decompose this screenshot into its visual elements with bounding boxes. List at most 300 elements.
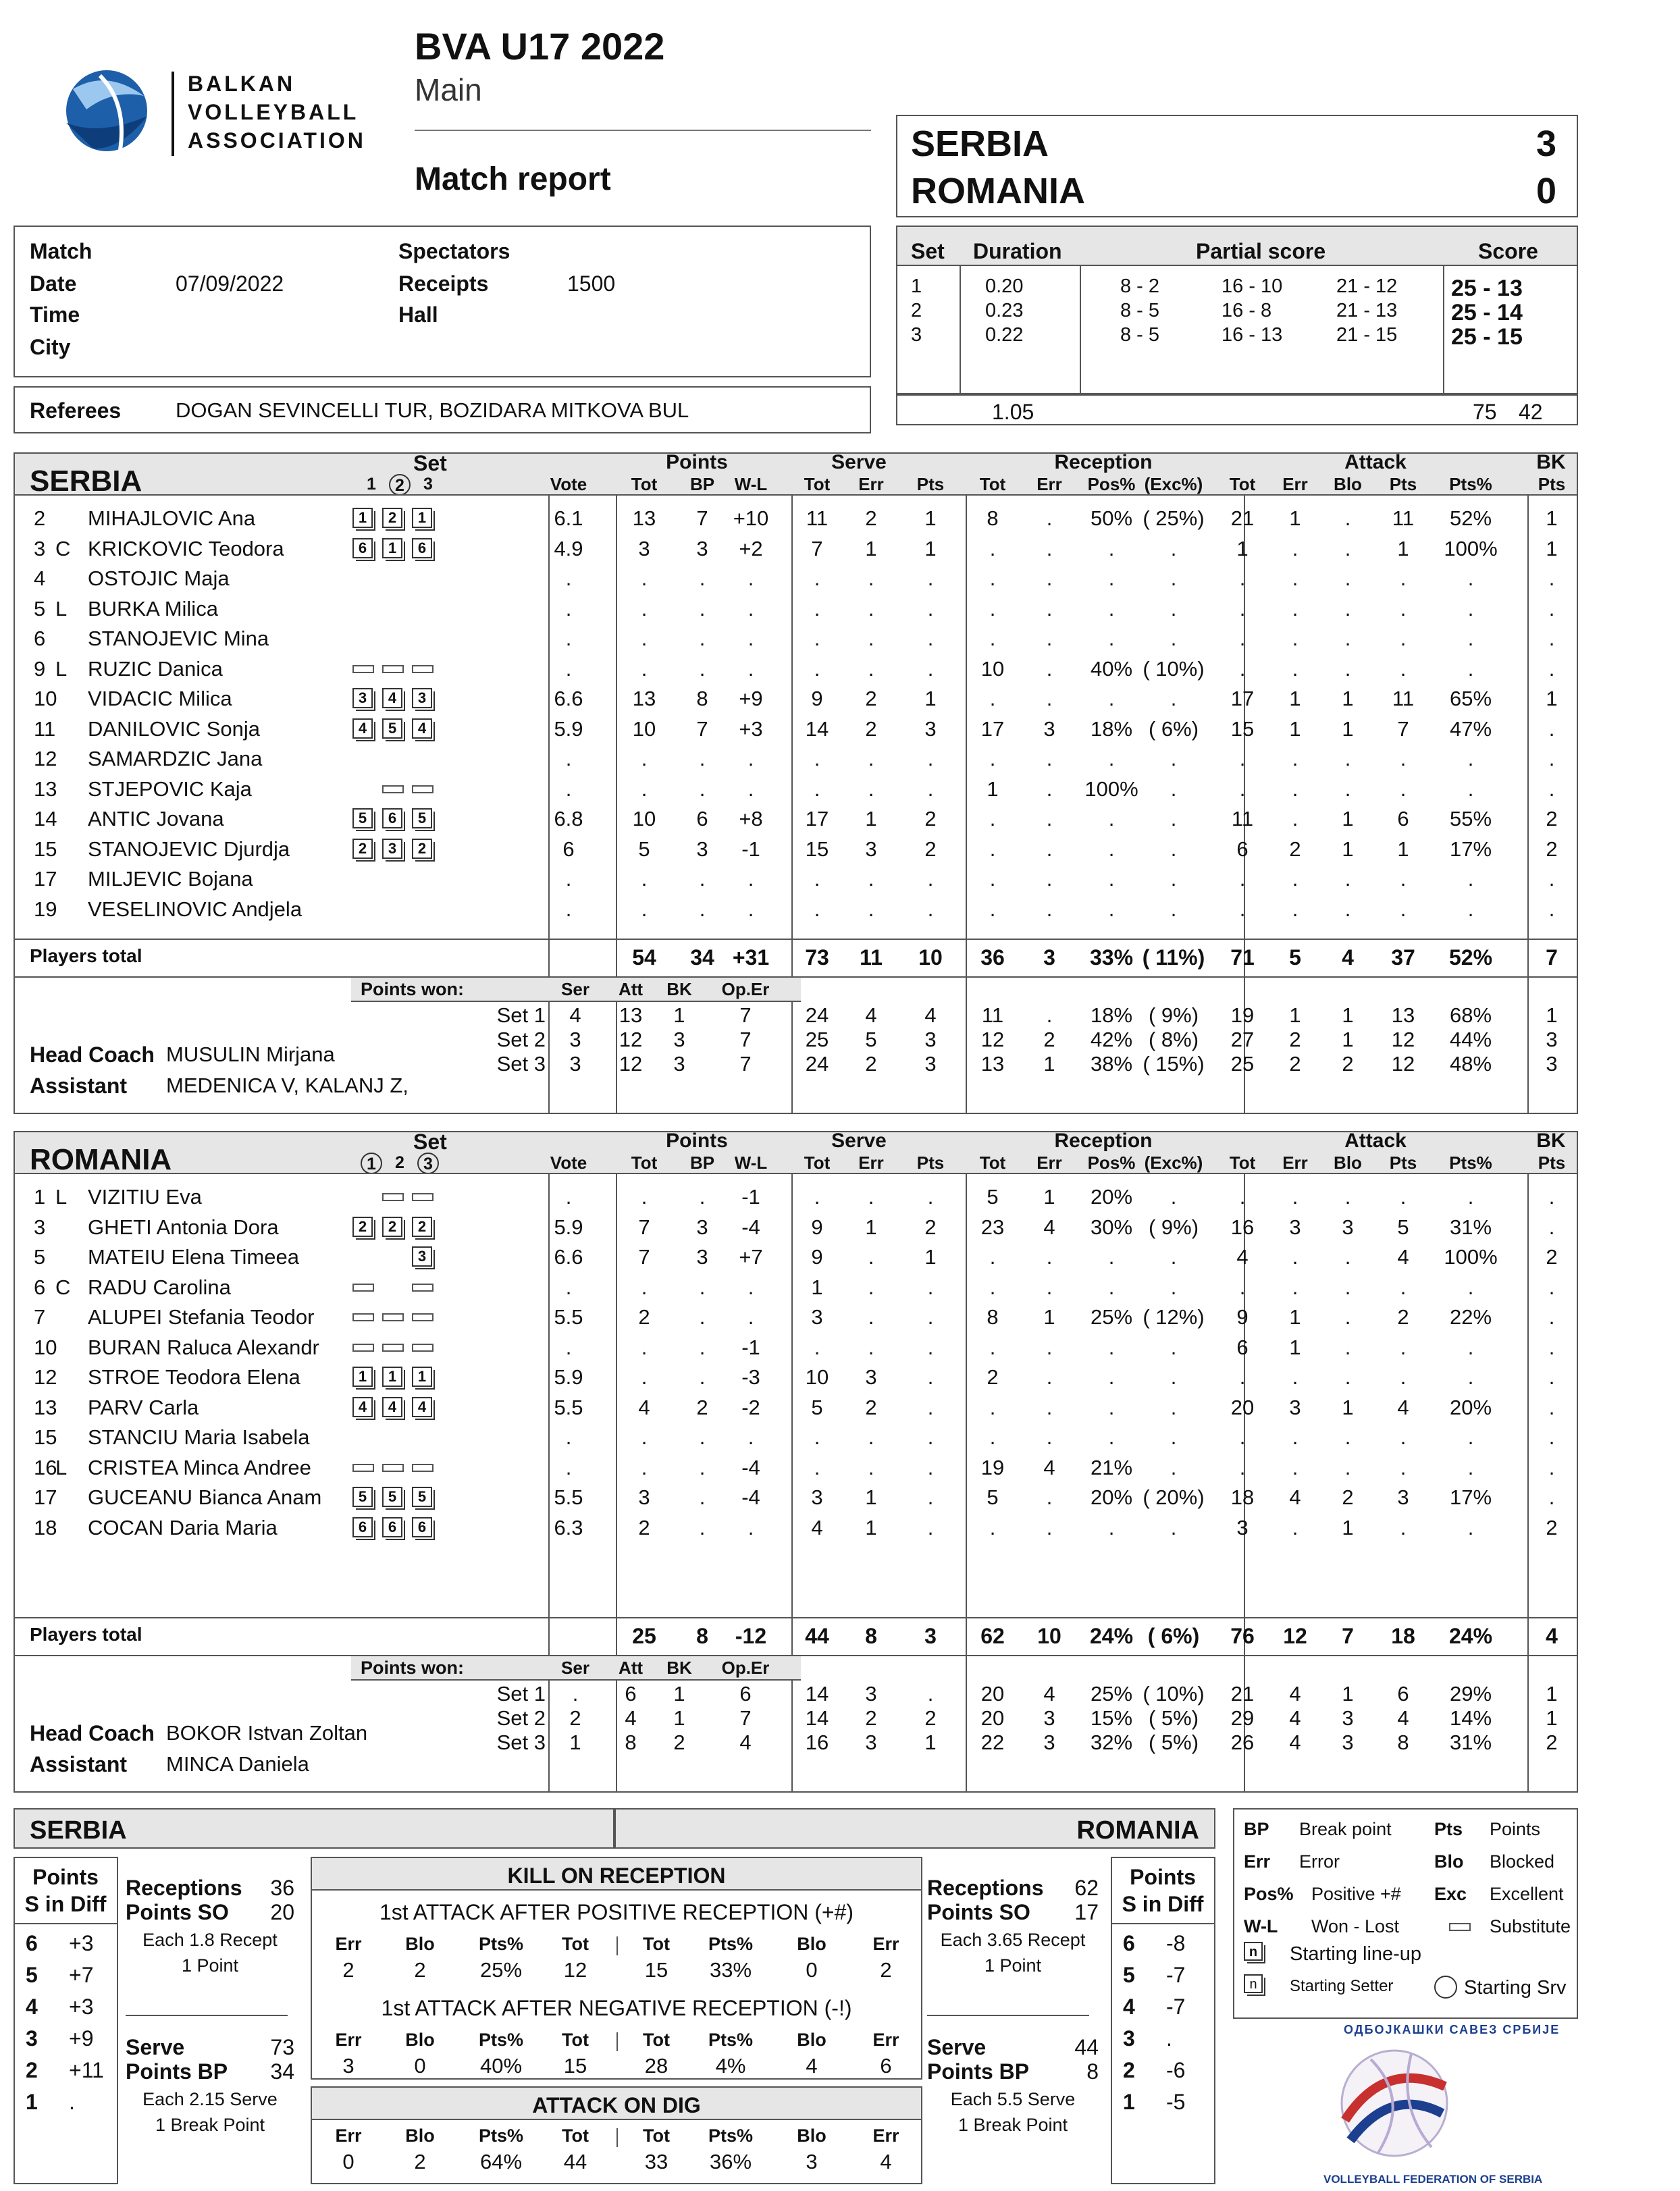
stat-cell: .	[565, 1455, 572, 1479]
head-coach-label: Head Coach	[30, 1042, 155, 1067]
substitute-icon	[412, 1344, 434, 1352]
stat-cell: .	[747, 627, 754, 650]
stat-cell: .	[1548, 1275, 1555, 1299]
stat-cell: .	[1344, 1455, 1351, 1479]
stat-cell: 4	[1043, 1215, 1055, 1239]
set-stat-cell: 2	[1289, 1028, 1301, 1051]
set-stat-cell: 12	[1391, 1028, 1415, 1051]
time-label: Time	[30, 302, 80, 327]
recept-ratio-unit: 1 Point	[181, 1955, 239, 1976]
streak-points: 5	[26, 1963, 38, 1987]
stat-cell: 7	[1397, 716, 1409, 741]
player-number: 11	[34, 716, 56, 741]
set-cell: 8 - 5	[1120, 300, 1160, 321]
kor-value: 3	[342, 2054, 355, 2078]
kor-header: Pts%	[478, 2126, 524, 2146]
federation-name-latin: VOLLEYBALL FEDERATION OF SERBIA	[1323, 2173, 1543, 2186]
player-number: 3	[34, 1215, 46, 1239]
player-number: 12	[34, 747, 57, 770]
streak-points: 2	[1123, 2058, 1135, 2082]
stat-cell: 50%	[1090, 506, 1133, 530]
total-points-away: 42	[1519, 400, 1543, 424]
stat-cell: 2	[1289, 837, 1301, 861]
kor-value: 33%	[709, 1958, 752, 1982]
player-number: 15	[34, 1425, 57, 1449]
stat-cell: 7	[811, 536, 823, 560]
group-header: Points	[666, 1130, 728, 1152]
stat-cell: 3	[696, 1245, 708, 1269]
sub-header: Err	[858, 1153, 884, 1173]
set-stat-cell: ( 15%)	[1143, 1052, 1205, 1076]
stat-cell: 17%	[1449, 837, 1492, 861]
stat-cell: .	[1548, 1215, 1555, 1239]
stat-cell: 2	[987, 1365, 999, 1389]
kor-header: Err	[335, 2126, 362, 2146]
stat-cell: .	[1548, 656, 1555, 681]
stat-cell: .	[927, 867, 934, 891]
sub-header: Pts	[1389, 1153, 1417, 1173]
stat-cell: .	[1548, 596, 1555, 621]
set-cell: 21 - 15	[1336, 324, 1398, 346]
bottom-home-name: SERBIA	[30, 1816, 127, 1845]
stat-cell: .	[1170, 807, 1177, 830]
stat-cell: 3	[1342, 1215, 1354, 1239]
date-value: 07/09/2022	[176, 271, 284, 296]
starting-position-box: 1	[382, 538, 402, 558]
set-stat-cell: 19	[1230, 1003, 1255, 1027]
points-won-header: BK	[666, 979, 692, 999]
set-stat-cell: 5	[865, 1028, 877, 1051]
stat-cell: .	[1292, 747, 1298, 770]
stat-cell: 14	[805, 716, 829, 741]
stat-cell: .	[1239, 1455, 1246, 1479]
stat-cell: .	[1467, 1455, 1474, 1479]
sub-header: Tot	[979, 474, 1006, 494]
group-header: Reception	[1054, 451, 1153, 473]
stat-cell: 52%	[1449, 506, 1492, 530]
stat-cell: 20%	[1449, 1395, 1492, 1419]
stat-cell: .	[927, 1395, 934, 1419]
legend-starting-lineup: Starting line-up	[1290, 1943, 1422, 1965]
away-team-name: ROMANIA	[911, 171, 1085, 211]
final-score-box	[896, 115, 1578, 217]
total-cell: 34	[690, 945, 714, 970]
stat-cell: .	[1239, 747, 1246, 770]
stat-cell: 15	[1230, 716, 1255, 741]
set-stat-cell: 3	[1043, 1731, 1055, 1754]
stat-cell: 5.5	[554, 1485, 583, 1509]
kor-header: Err	[872, 2030, 899, 2050]
stat-cell: .	[1170, 837, 1177, 861]
points-won-cell: 1	[673, 1682, 685, 1706]
stat-cell: .	[565, 1275, 572, 1299]
player-role: L	[55, 1455, 68, 1479]
kor-header: Tot	[643, 1934, 670, 1954]
serve-ratio-unit: 1 Break Point	[957, 2115, 1068, 2135]
streak-points: 2	[26, 2058, 38, 2082]
kor-value: 33	[644, 2150, 668, 2173]
stat-cell: .	[1108, 867, 1115, 891]
stat-cell: .	[1344, 897, 1351, 921]
group-header: Points	[666, 451, 728, 473]
set-stat-cell: 2	[1289, 1052, 1301, 1076]
receipts-label: Receipts	[398, 271, 489, 296]
streak-points: 3	[26, 2026, 38, 2051]
serve-value: 73	[270, 2035, 294, 2059]
stat-cell: .	[1548, 1305, 1555, 1329]
substitute-icon	[382, 1344, 404, 1352]
set-stat-cell: 68%	[1449, 1003, 1492, 1027]
stat-cell: .	[1108, 1245, 1115, 1269]
stat-cell: .	[1344, 1305, 1351, 1329]
stat-cell: .	[814, 1455, 820, 1479]
sub-header: Tot	[631, 474, 658, 494]
kill-on-reception-title: KILL ON RECEPTION	[507, 1864, 726, 1888]
set-stat-cell: ( 8%)	[1148, 1028, 1199, 1051]
stat-cell: .	[927, 627, 934, 650]
home-reception-summary	[126, 1870, 294, 2188]
player-name: STANOJEVIC Djurdja	[88, 837, 290, 861]
stat-cell: .	[1170, 897, 1177, 921]
stat-cell: 1	[1043, 1305, 1055, 1329]
stat-cell: +2	[739, 536, 763, 560]
streak-diff: .	[69, 2090, 75, 2114]
receptions-value: 36	[270, 1876, 294, 1900]
starting-position-box: 6	[382, 1517, 402, 1537]
substitute-icon	[382, 1313, 404, 1321]
points-bp-label: Points BP	[126, 2059, 228, 2084]
stat-cell: 2	[1397, 1305, 1409, 1329]
stat-cell: 11	[1392, 506, 1415, 530]
stat-cell: .	[989, 867, 996, 891]
kor-header: Err	[872, 2126, 899, 2146]
player-role: C	[55, 536, 71, 560]
stat-cell: 11	[1392, 687, 1415, 710]
stat-cell: 3	[865, 837, 877, 861]
stat-cell: 1	[1342, 1395, 1354, 1419]
player-name: OSTOJIC Maja	[88, 566, 230, 590]
serve-value: 44	[1074, 2035, 1099, 2059]
kor-value: 2	[342, 1958, 355, 1982]
stat-cell: .	[565, 1425, 572, 1449]
stat-cell: .	[1046, 776, 1053, 801]
receptions-label: Receptions	[927, 1876, 1044, 1900]
stat-cell: .	[1239, 1365, 1246, 1389]
legend-starting-server: Starting Srv	[1464, 1977, 1567, 1999]
stat-cell: .	[1108, 807, 1115, 830]
set-stat-cell: 13	[1391, 1003, 1415, 1027]
player-number: 7	[34, 1305, 46, 1329]
stat-cell: .	[868, 1455, 874, 1479]
legend-box	[1233, 1808, 1578, 2019]
stat-cell: .	[1292, 776, 1298, 801]
stat-cell: .	[1400, 776, 1407, 801]
streak-diff: -6	[1166, 2058, 1186, 2082]
points-title: Points	[32, 1865, 99, 1889]
stat-cell: .	[1292, 1365, 1298, 1389]
stat-cell: .	[1344, 1365, 1351, 1389]
stat-cell: 5	[811, 1395, 823, 1419]
stat-cell: 2	[1546, 1515, 1558, 1539]
set-cell: 21 - 13	[1336, 300, 1398, 321]
player-role: L	[55, 656, 68, 681]
kor-header: Blo	[405, 2126, 435, 2146]
stat-cell: 7	[638, 1215, 650, 1239]
stat-cell: .	[699, 566, 706, 590]
stat-cell: .	[1046, 807, 1053, 830]
stat-cell: .	[868, 1335, 874, 1359]
stat-cell: ( 20%)	[1143, 1485, 1205, 1509]
stat-cell: .	[1292, 1245, 1298, 1269]
sub-header: Pts%	[1449, 1153, 1492, 1173]
stat-cell: .	[1239, 897, 1246, 921]
kor-value: 0	[806, 1958, 818, 1982]
stat-cell: .	[868, 747, 874, 770]
set-stat-cell: 6	[1397, 1682, 1409, 1706]
recept-ratio: Each 3.65 Recept	[940, 1930, 1086, 1950]
home-sets-won: 3	[1535, 124, 1556, 164]
set-stat-cell: 32%	[1090, 1731, 1133, 1754]
stat-cell: .	[1046, 1275, 1053, 1299]
substitute-icon	[412, 785, 434, 793]
stat-cell: 3	[638, 536, 650, 560]
stat-cell: .	[641, 867, 648, 891]
set-stat-cell: .	[1046, 1003, 1053, 1027]
stat-cell: 2	[696, 1395, 708, 1419]
federation-logo	[1303, 2019, 1560, 2188]
stat-cell: .	[989, 897, 996, 921]
kor-header: Blo	[405, 2030, 435, 2050]
sub-header: Tot	[631, 1153, 658, 1173]
set-label: Set 2	[496, 1028, 546, 1051]
stat-cell: ( 9%)	[1148, 1215, 1199, 1239]
federation-name-cyrillic: ОДБОЈКАШКИ САВЕЗ СРБИЈЕ	[1344, 2023, 1560, 2036]
points-won-cell: 4	[739, 1731, 752, 1754]
player-number: 1	[34, 1185, 46, 1209]
sets-total-row	[896, 394, 1578, 425]
player-name: VESELINOVIC Andjela	[88, 897, 303, 921]
stat-cell: 1	[1342, 837, 1354, 861]
kor-value: 64%	[479, 2150, 523, 2173]
stat-cell: .	[1170, 1365, 1177, 1389]
starting-position-box: 2	[352, 839, 373, 859]
set-stat-cell: 25	[1230, 1052, 1255, 1076]
stat-cell: .	[1344, 656, 1351, 681]
stat-cell: .	[1108, 897, 1115, 921]
stat-cell: .	[1046, 1365, 1053, 1389]
set-stat-cell: 4	[1397, 1706, 1409, 1730]
stat-cell: 4	[1236, 1245, 1249, 1269]
player-name: PARV Carla	[88, 1395, 199, 1419]
sub-header: (Exc%)	[1144, 1153, 1203, 1173]
stat-cell: 2	[865, 687, 877, 710]
starting-position-box: 5	[412, 808, 432, 828]
referees-value: DOGAN SEVINCELLI TUR, BOZIDARA MITKOVA BUL	[176, 398, 689, 422]
stat-cell: +9	[739, 687, 763, 710]
stat-cell: 1	[1043, 1185, 1055, 1209]
away-sets-won: 0	[1535, 171, 1556, 211]
player-number: 14	[34, 807, 57, 830]
stat-cell: .	[641, 1365, 648, 1389]
stat-cell: 6.6	[554, 687, 583, 710]
starting-lineup-icon: n	[1244, 1942, 1263, 1961]
stat-cell: 3	[696, 536, 708, 560]
set-stat-cell: 14%	[1449, 1706, 1492, 1730]
substitute-icon	[1449, 1923, 1471, 1931]
starting-position-box: 3	[412, 688, 432, 708]
player-name: VIDACIC Milica	[88, 687, 232, 710]
player-number: 2	[34, 506, 46, 530]
stat-cell: .	[868, 566, 874, 590]
stat-cell: .	[565, 867, 572, 891]
set-stat-cell: 1	[1342, 1028, 1354, 1051]
set-cell: 8 - 2	[1120, 275, 1160, 297]
legend-text: Break point	[1299, 1819, 1392, 1839]
stat-cell: .	[1548, 1365, 1555, 1389]
player-name: ANTIC Jovana	[88, 807, 224, 830]
points-won-cell: 7	[739, 1003, 752, 1027]
player-number: 13	[34, 776, 57, 801]
set-stat-cell: 14	[805, 1706, 829, 1730]
stat-cell: .	[1046, 837, 1053, 861]
set-label: Set 1	[496, 1682, 546, 1706]
stat-cell: .	[1170, 627, 1177, 650]
assistant-name: MEDENICA V, KALANJ Z,	[166, 1074, 409, 1097]
total-cell: -12	[735, 1624, 767, 1648]
set-stat-cell: 1	[924, 1731, 937, 1754]
player-name: SAMARDZIC Jana	[88, 747, 263, 770]
set-stat-cell: 26	[1230, 1731, 1255, 1754]
total-cell: 71	[1230, 945, 1255, 970]
set-stat-cell: 21	[1230, 1682, 1255, 1706]
stat-cell: .	[699, 1185, 706, 1209]
set-stat-cell: 29%	[1449, 1682, 1492, 1706]
points-won-cell: 7	[739, 1706, 752, 1730]
sub-header: Pts	[1389, 474, 1417, 494]
stat-cell: 2	[1546, 807, 1558, 830]
legend-text: Excellent	[1490, 1884, 1564, 1904]
stat-cell: .	[641, 627, 648, 650]
sub-header: Tot	[804, 474, 831, 494]
stat-cell: .	[814, 656, 820, 681]
stat-cell: 1	[1289, 687, 1301, 710]
player-number: 19	[34, 897, 57, 921]
sub-header: Err	[1282, 1153, 1308, 1173]
stat-cell: .	[927, 656, 934, 681]
recept-ratio: Each 1.8 Recept	[142, 1930, 278, 1950]
set-stat-cell: 20	[980, 1682, 1005, 1706]
stat-cell: 6.1	[554, 506, 583, 530]
stat-cell: .	[1046, 627, 1053, 650]
stat-cell: .	[1548, 566, 1555, 590]
stat-cell: 30%	[1090, 1215, 1133, 1239]
set-cell: 16 - 13	[1222, 324, 1283, 346]
stat-cell: .	[1548, 1395, 1555, 1419]
stat-cell: .	[989, 1335, 996, 1359]
total-cell: 62	[980, 1624, 1005, 1648]
player-name: KRICKOVIC Teodora	[88, 536, 284, 560]
kor-header: Pts%	[478, 1934, 524, 1954]
set-stat-cell: 2	[865, 1706, 877, 1730]
set-stat-cell: 12	[980, 1028, 1005, 1051]
stat-cell: 1	[1289, 1305, 1301, 1329]
stat-cell: .	[1467, 747, 1474, 770]
stat-cell: .	[927, 1365, 934, 1389]
stat-cell: .	[1467, 596, 1474, 621]
stat-cell: 1	[865, 1215, 877, 1239]
sub-header: Err	[858, 474, 884, 494]
stat-cell: .	[989, 1275, 996, 1299]
bottom-home-header	[14, 1808, 614, 1849]
total-cell: 10	[1037, 1624, 1061, 1648]
streak-points: 6	[26, 1931, 38, 1955]
kor-header: Pts%	[708, 1934, 754, 1954]
stat-cell: 2	[924, 837, 937, 861]
stat-cell: .	[1548, 716, 1555, 741]
sub-header: BP	[689, 474, 715, 494]
set-number: 1	[367, 475, 376, 494]
streak-diff: .	[1166, 2026, 1172, 2051]
points-won-cell: 6	[625, 1682, 637, 1706]
player-number: 9	[34, 656, 46, 681]
stat-cell: .	[1170, 536, 1177, 560]
player-name: DANILOVIC Sonja	[88, 716, 260, 741]
stat-cell: 3	[696, 1215, 708, 1239]
stat-cell: .	[814, 1335, 820, 1359]
set-score: 25 - 15	[1451, 324, 1523, 350]
assistant-name: MINCA Daniela	[166, 1752, 309, 1776]
stat-cell: 1	[924, 536, 937, 560]
stat-cell: .	[1344, 747, 1351, 770]
kor-header: Err	[335, 1934, 362, 1954]
stat-cell: .	[1292, 807, 1298, 830]
stat-cell: .	[1292, 536, 1298, 560]
total-cell: 36	[980, 945, 1005, 970]
kor-value: 4	[806, 2054, 818, 2078]
player-number: 6	[34, 627, 46, 650]
stat-cell: .	[1292, 897, 1298, 921]
stat-cell: .	[1046, 1425, 1053, 1449]
sub-header: BP	[689, 1153, 715, 1173]
team-name: ROMANIA	[30, 1143, 172, 1176]
stat-cell: .	[1400, 1275, 1407, 1299]
stat-cell: 10	[805, 1365, 829, 1389]
stat-cell: +7	[739, 1245, 763, 1269]
stat-cell: 7	[696, 716, 708, 741]
stat-cell: .	[747, 596, 754, 621]
kor-value: 2	[414, 2150, 426, 2173]
stat-cell: 31%	[1449, 1215, 1492, 1239]
stat-cell: .	[1344, 1275, 1351, 1299]
stat-cell: .	[1170, 1185, 1177, 1209]
stat-cell: .	[1344, 506, 1351, 530]
sub-header: Blo	[1334, 474, 1362, 494]
legend-key: Pos%	[1244, 1884, 1294, 1904]
starting-position-box: 6	[382, 808, 402, 828]
stat-cell: .	[1548, 776, 1555, 801]
kor-value: 0	[414, 2054, 426, 2078]
set-stat-cell: 42%	[1090, 1028, 1133, 1051]
stat-cell: 2	[638, 1515, 650, 1539]
kor-value: 2	[880, 1958, 892, 1982]
set-stat-cell: 18%	[1090, 1003, 1133, 1027]
serve-label: Serve	[927, 2035, 987, 2059]
starting-position-box: 2	[382, 1217, 402, 1237]
stat-cell: .	[641, 566, 648, 590]
stat-cell: 2	[1546, 837, 1558, 861]
stat-cell: 21%	[1090, 1455, 1133, 1479]
stat-cell: 9	[811, 1245, 823, 1269]
